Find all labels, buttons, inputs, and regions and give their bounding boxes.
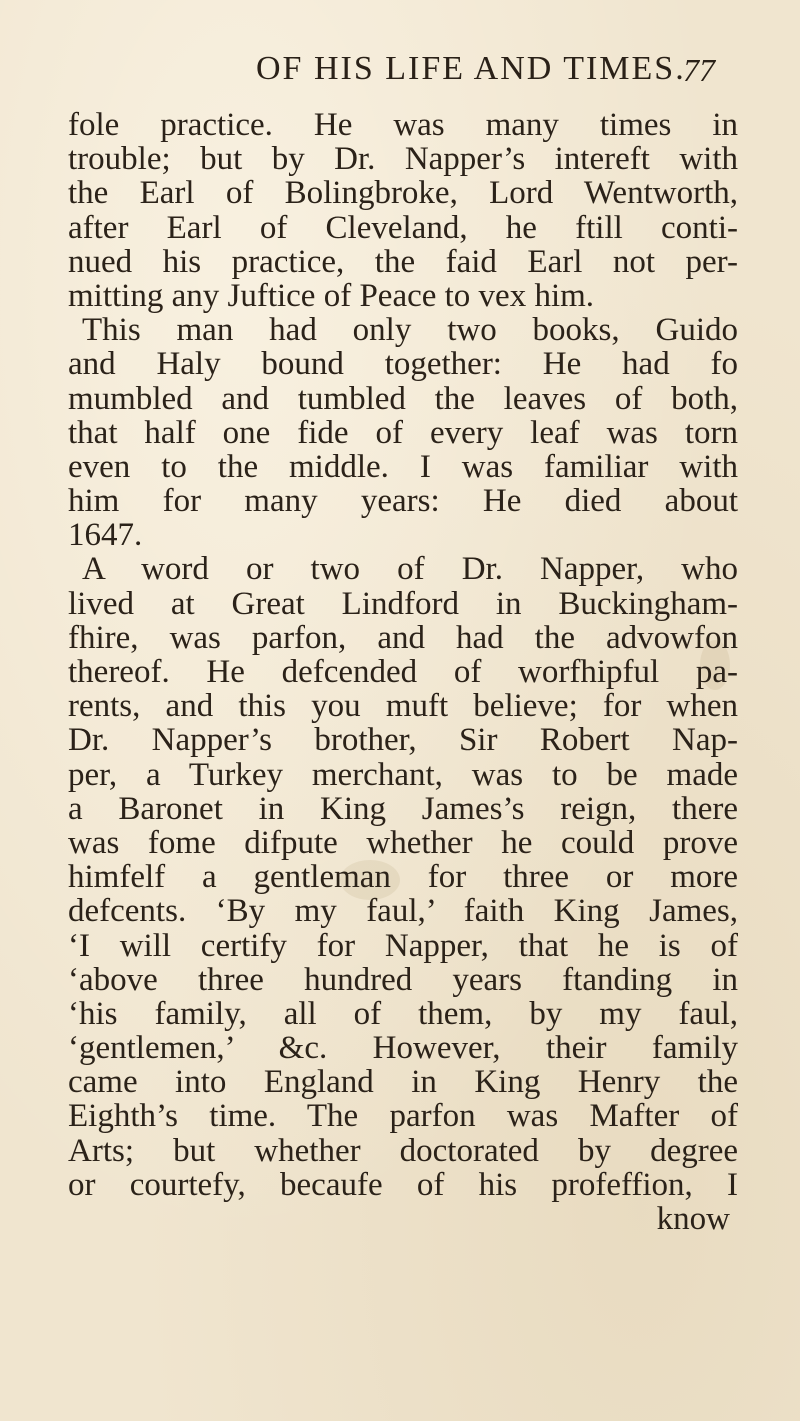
running-head-title: OF HIS LIFE AND TIMES. <box>256 50 686 87</box>
text-line: ‘gentlemen,’ &c. However, their family <box>68 1030 738 1067</box>
catchword: know <box>656 1201 730 1237</box>
text-line: ‘his family, all of them, by my faul, <box>68 995 738 1032</box>
text-line: himfelf a gentleman for three or more <box>68 859 738 896</box>
text-line: Eighth’s time. The parfon was Mafter of <box>68 1098 738 1135</box>
text-line: ‘I will certify for Napper, that he is of <box>68 927 738 964</box>
text-line: came into England in King Henry the <box>68 1064 738 1101</box>
text-line: 1647. <box>68 517 143 554</box>
body-text <box>68 108 738 1236</box>
text-line: rents, and this you muft believe; for when <box>68 688 738 725</box>
text-line: him for many years: He died about <box>68 483 738 520</box>
text-line: was fome difpute whether he could prove <box>68 824 738 861</box>
text-line: mumbled and tumbled the leaves of both, <box>68 380 738 417</box>
text-line: nued his practice, the faid Earl not per- <box>68 243 738 280</box>
text-line: even to the middle. I was familiar with <box>68 448 738 485</box>
text-line: lived at Great Lindford in Buckingham- <box>68 585 738 622</box>
text-line: or courtefy, becaufe of his profeffion, I <box>68 1166 738 1203</box>
running-head <box>0 50 800 100</box>
text-line: This man had only two books, Guido <box>82 312 738 349</box>
text-line: mitting any Juftice of Peace to vex him. <box>68 277 595 314</box>
text-line: thereof. He defcended of worfhipful pa- <box>68 654 738 690</box>
text-line: per, a Turkey merchant, was to be made <box>68 756 738 793</box>
text-line: and Haly bound together: He had fo <box>68 346 738 383</box>
text-line: that half one fide of every leaf was torn <box>68 414 738 451</box>
text-line: ‘above three hundred years ftanding in <box>68 961 738 998</box>
text-line: Dr. Napper’s brother, Sir Robert Nap- <box>68 722 738 759</box>
text-line: trouble; but by Dr. Napper’s intereft with <box>68 141 738 178</box>
text-line: after Earl of Cleveland, he ftill conti- <box>68 209 738 246</box>
text-line: fole practice. He was many times in <box>68 107 738 143</box>
page-number: 77 <box>683 52 715 88</box>
text-line: the Earl of Bolingbroke, Lord Wentworth, <box>68 175 738 212</box>
text-line: fhire, was parfon, and had the advowfon <box>68 619 738 656</box>
text-line: Arts; but whether doctorated by degree <box>68 1132 738 1169</box>
text-line: a Baronet in King James’s reign, there <box>68 790 738 827</box>
text-line: A word or two of Dr. Napper, who <box>82 551 738 588</box>
text-line: defcents. ‘By my faul,’ faith King James, <box>68 893 738 930</box>
